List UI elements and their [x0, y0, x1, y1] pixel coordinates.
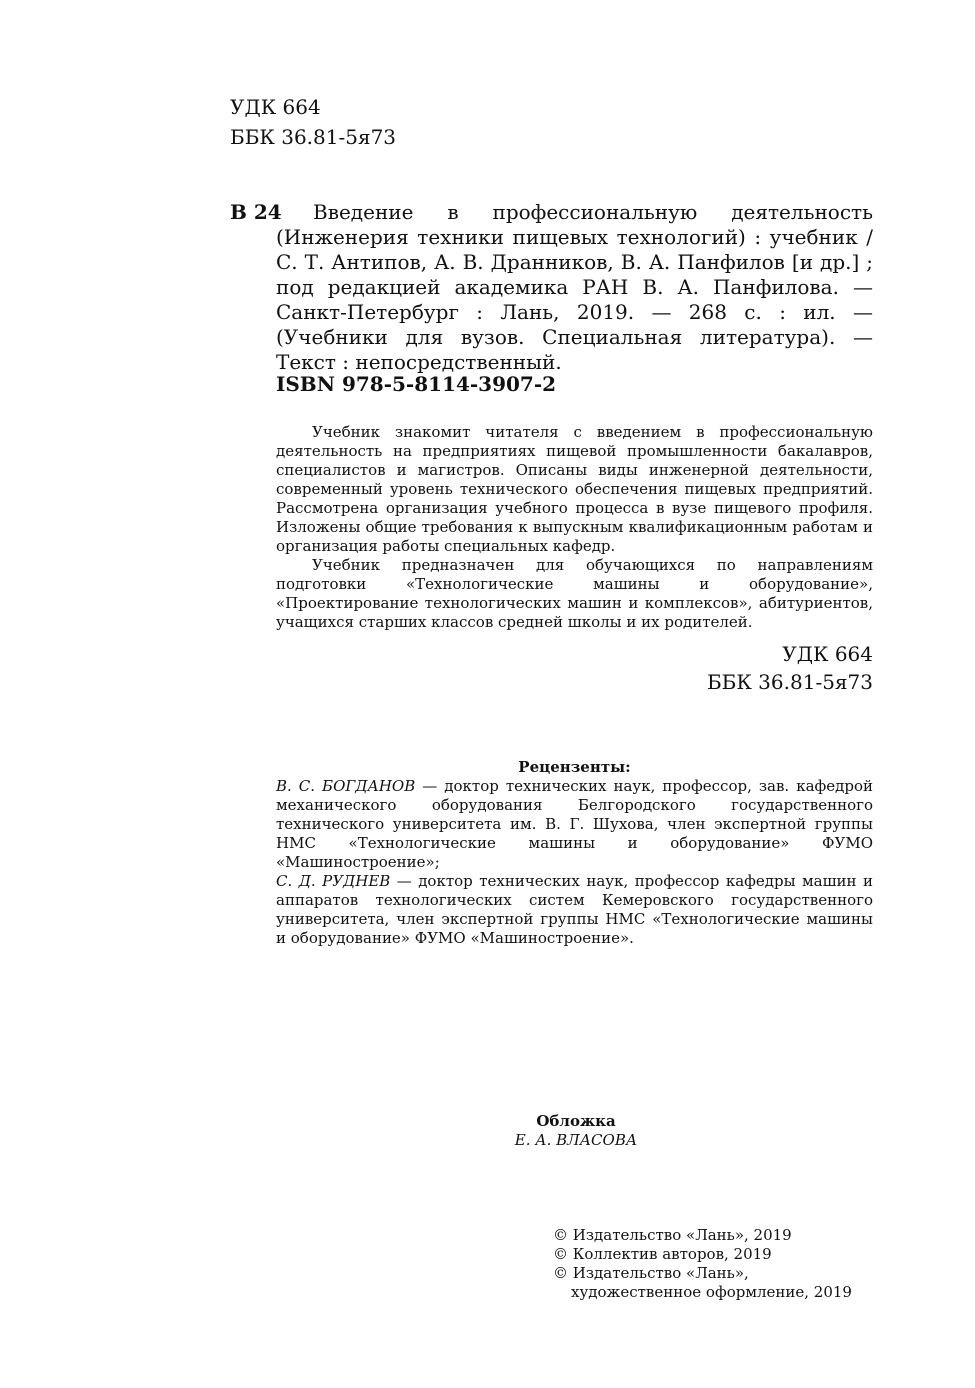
copyright-line-3: © Издательство «Лань», [553, 1264, 749, 1282]
reviewer-2 [276, 872, 873, 948]
top-bbk-code: ББК 36.81-5я73 [230, 125, 397, 149]
annotation-paragraph-1: Учебник знакомит читателя с введением в профессиональную деятельность на предприятиях пищевой промышленности бакалавров, специалистов и магистров. Описаны виды инженерной деятельности, современный уровень технического обеспечения пищевых предприятий. Рассмотрена организация учебного процесса в вузе пищевого профиля. Изложены общие требования к выпускным квалификационным работам и организация работы специальных кафедр. [276, 423, 873, 555]
reviewers-title: Рецензенты: [518, 758, 631, 776]
top-udk-code: УДК 664 [230, 95, 321, 119]
reviewer-2-description: — доктор технических наук, профессор кафедры машин и аппаратов технологических систем Кемеровского государственного университета, член экспертной группы НМС «Технологические машины и оборудование» ФУМО «Машиностроение». [276, 872, 873, 947]
reviewer-2-name: С. Д. РУДНЕВ [276, 872, 391, 890]
cover-credit-name: Е. А. ВЛАСОВА [514, 1131, 638, 1149]
author-mark: В 24 [230, 200, 282, 224]
annotation-paragraph-2: Учебник предназначен для обучающихся по направлениям подготовки «Технологические машины и оборудование», «Проектирование технологических машин и комплексов», абитуриентов, учащихся старших классов средней школы и их родителей. [276, 556, 873, 631]
cover-credit-title: Обложка [536, 1112, 616, 1130]
copyright-line-1: © Издательство «Лань», 2019 [553, 1226, 792, 1244]
reviewer-1-description: — доктор технических наук, профессор, зав. кафедрой механического оборудования Белгородского государственного технического университета им. В. Г. Шухова, член экспертной группы НМС «Технологические машины и оборудование» ФУМО «Машиностроение»; [276, 777, 873, 871]
bottom-udk-code: УДК 664 [782, 642, 873, 666]
isbn: ISBN 978-5-8114-3907-2 [276, 372, 557, 396]
bottom-classification-codes [600, 640, 873, 696]
bottom-bbk-code: ББК 36.81-5я73 [706, 670, 873, 694]
annotation [276, 423, 873, 632]
copyright-block [553, 1226, 852, 1302]
reviewer-1 [276, 777, 873, 872]
reviewers-section [276, 758, 873, 948]
copyright-line-2: © Коллектив авторов, 2019 [553, 1245, 772, 1263]
bibliographic-entry: Введение в профессиональную деятельность (Инженерия техники пищевых технологий) : учебник / С. Т. Антипов, А. В. Дранников, В. А. Панфилов [и др.] ; под редакцией академика РАН В. А. Панфилова. — Санкт-Петербург : Лань, 2019. — 268 с. : ил. — (Учебники для вузов. Специальная литература). — Текст : непосредственный. [276, 200, 873, 374]
cover-credit [476, 1112, 676, 1150]
copyright-line-4: художественное оформление, 2019 [571, 1283, 852, 1301]
reviewer-1-name: В. С. БОГДАНОВ [276, 777, 416, 795]
top-classification-codes [230, 92, 396, 152]
